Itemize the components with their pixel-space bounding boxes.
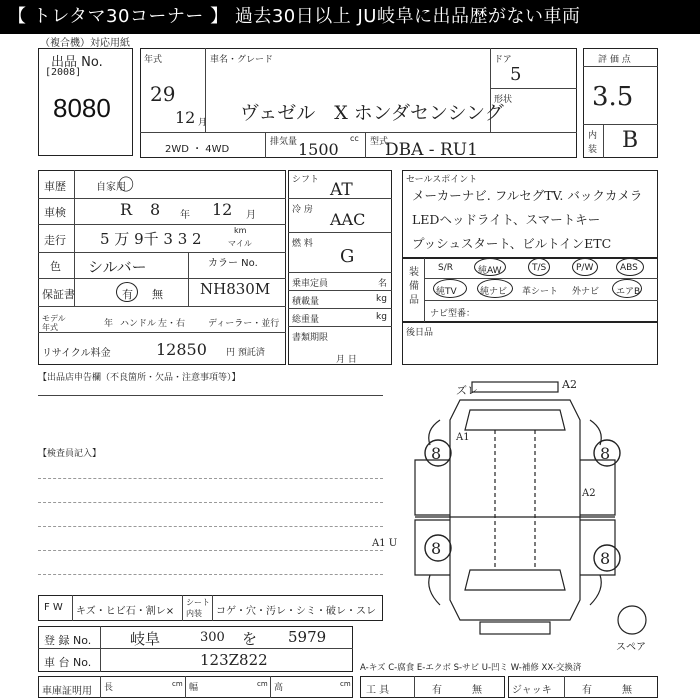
note-a2-side: A2 xyxy=(582,488,596,499)
equip-sr: S/R xyxy=(438,263,453,273)
month-value: 12 xyxy=(175,108,196,127)
sales-line2: LEDヘッドライト、スマートキー xyxy=(412,212,601,227)
lot-corner: [2008] xyxy=(45,67,82,78)
lot-label: 出品 No. xyxy=(51,55,103,70)
equip-ext-navi: 外ナビ xyxy=(572,287,600,297)
reg-num: 5979 xyxy=(288,628,327,646)
equip-tv-circle xyxy=(433,279,467,298)
year-value: 29 xyxy=(150,82,176,106)
fw-col2-b: 内装 xyxy=(186,609,202,618)
equip-pw-circle xyxy=(572,258,598,276)
doc-label: 書類期限 xyxy=(292,333,329,343)
capacity-unit: 名 xyxy=(378,279,388,289)
model-year-label: モデル 年式 xyxy=(42,314,66,332)
cc-value: 1500 xyxy=(298,140,339,159)
reg-kana: を xyxy=(242,630,258,648)
navi-model-label: ナビ型番： xyxy=(430,309,476,319)
note-a1: A1 xyxy=(456,432,470,443)
tire-fl: 8 xyxy=(431,444,442,463)
mileage-unit-mile: マイル xyxy=(228,239,252,248)
sheet-note: （複合機）対応用紙 xyxy=(40,38,130,49)
sales-label: セールスポイント xyxy=(406,175,478,185)
equip-abs-circle xyxy=(616,258,644,276)
model-year-unit: 年 xyxy=(104,319,114,329)
interior-value: B xyxy=(622,128,639,153)
jack-yes: 有 xyxy=(582,685,592,696)
name-label: 車名・グレード xyxy=(210,55,274,65)
tire-rr: 8 xyxy=(600,549,611,568)
fw-col3: コゲ・穴・汚レ・シミ・破レ・スレ xyxy=(216,606,376,617)
jack-no: 無 xyxy=(622,685,632,696)
interior-label-2: 装 xyxy=(588,145,598,155)
chassis-value: 123Z822 xyxy=(200,651,268,669)
legend: A-キズ C-腐食 E-エクボ S-サビ U-凹ミ W-補修 XX-交換済 xyxy=(360,663,582,673)
equip-leather: 革シート xyxy=(522,287,559,297)
lot-number: 8080 xyxy=(53,93,111,123)
warranty-yes-circle xyxy=(116,282,138,302)
shape-label: 形状 xyxy=(494,95,513,105)
cert-hgt-unit: cm xyxy=(340,680,351,688)
recycle-value: 12850 xyxy=(156,340,207,359)
cert-len: 長 xyxy=(104,683,114,693)
equip-ts-circle xyxy=(528,258,550,276)
sales-line1: メーカーナビ. フルセグTV. バックカメラ xyxy=(412,188,643,203)
history-value: 〇 xyxy=(118,175,135,194)
cert-hgt: 高 xyxy=(274,683,284,693)
load-unit: kg xyxy=(376,294,387,304)
fw-col1: キズ・ヒビ石・割レ× xyxy=(76,606,175,617)
dealer-label: ディーラー・並行 xyxy=(208,319,280,329)
fuel-value: G xyxy=(340,246,355,267)
load-label: 積載量 xyxy=(292,297,320,307)
cert-wid: 幅 xyxy=(189,683,199,693)
reg-label: 登 録 No. xyxy=(44,634,92,647)
tire-rl: 8 xyxy=(431,539,442,558)
color-no-value: NH830M xyxy=(200,280,271,298)
model-value: DBA - RU1 xyxy=(385,140,478,160)
month-unit: 月 xyxy=(198,118,208,128)
handle-label: ハンドル xyxy=(120,319,157,329)
mileage-unit-km: km xyxy=(234,226,247,235)
after-note-block xyxy=(402,322,658,365)
tools-yes: 有 xyxy=(432,685,442,696)
chassis-label: 車 台 No. xyxy=(44,656,92,669)
handle-options: 左・右 xyxy=(158,319,186,329)
color-label: 色 xyxy=(50,260,61,273)
doors-label: ドア xyxy=(494,55,512,65)
equip-pw: P/W xyxy=(576,263,594,273)
reg-area: 岐阜 xyxy=(130,630,161,648)
doors-value: 5 xyxy=(510,64,522,85)
tools-label: 工 具 xyxy=(366,685,390,696)
inspection-label: 車検 xyxy=(44,206,66,219)
equip-tv: 純TV xyxy=(436,287,457,297)
note-side: A1 U xyxy=(372,538,398,549)
banner xyxy=(0,0,700,34)
fw-col2-a: シート xyxy=(186,598,210,607)
inspection-year-unit: 年 xyxy=(180,210,190,221)
inspection-month: 12 xyxy=(212,200,233,219)
inspection-era: R xyxy=(120,200,133,219)
capacity-label: 乗車定員 xyxy=(292,279,329,289)
equip-aw-circle xyxy=(474,258,506,276)
banner-text: 【 トレタマ30コーナー 】 過去30日以上 JU岐阜に出品歴がない車両 xyxy=(8,6,581,27)
model-label: 型式 xyxy=(370,137,389,147)
year-label: 年式 xyxy=(144,55,163,65)
lot-box xyxy=(38,48,133,156)
jack-label: ジャッキ xyxy=(512,685,552,696)
gross-unit: kg xyxy=(376,312,387,322)
warranty-label: 保証書 xyxy=(42,288,75,301)
grade-value: 3.5 xyxy=(592,82,634,112)
fw-label: F W xyxy=(44,602,63,613)
tools-no: 無 xyxy=(472,685,482,696)
warranty-yes: 有 xyxy=(122,288,133,301)
equip-navi-circle xyxy=(477,279,513,298)
reg-class: 300 xyxy=(200,630,225,645)
history-label: 車歴 xyxy=(44,180,66,193)
ac-label: 冷 房 xyxy=(292,205,313,215)
grade-label: 評 価 点 xyxy=(598,55,631,65)
recycle-unit: 円 預託済 xyxy=(226,348,265,358)
car-diagram xyxy=(400,370,660,650)
equip-abs: ABS xyxy=(620,263,638,273)
history-options: 自家用 xyxy=(96,182,126,193)
tire-fr: 8 xyxy=(600,444,611,463)
note-top-left: ズレ xyxy=(456,384,478,397)
equip-aw: 純AW xyxy=(478,266,502,276)
cert-wid-unit: cm xyxy=(257,680,268,688)
mileage-value: 5 万 9千 3 3 2 xyxy=(100,230,202,248)
cert-len-unit: cm xyxy=(172,680,183,688)
warranty-no: 無 xyxy=(152,288,163,301)
shift-label: シフト xyxy=(292,175,320,185)
name-value: ヴェゼル X ホンダセンシング xyxy=(240,102,504,124)
recycle-label: リサイクル料金 xyxy=(42,348,111,359)
color-no-label: カラー No. xyxy=(208,258,258,269)
cert-label: 車庫証明用 xyxy=(42,686,92,697)
defect-label: 【出品店申告欄（不良箇所・欠品・注意事項等）】 xyxy=(38,373,241,383)
spare-label: スペア xyxy=(616,642,646,653)
drive-label: 2WD ・ 4WD xyxy=(165,144,230,155)
equip-airbag-circle xyxy=(612,279,642,298)
inspection-year: 8 xyxy=(150,200,161,219)
fuel-label: 燃 料 xyxy=(292,239,313,249)
cc-unit: cc xyxy=(350,134,359,143)
note-top-right: A2 xyxy=(562,378,577,391)
cc-label: 排気量 xyxy=(270,137,298,147)
equip-navi: 純ナビ xyxy=(480,287,508,297)
interior-label-1: 内 xyxy=(588,131,598,141)
mileage-label: 走行 xyxy=(44,234,66,247)
equip-airbag: エアB xyxy=(616,287,641,297)
shift-value: AT xyxy=(330,180,353,200)
equip-label: 装 備 品 xyxy=(409,267,419,306)
doc-unit: 月 日 xyxy=(336,355,357,365)
gross-label: 総重量 xyxy=(292,315,320,325)
equip-ts: T/S xyxy=(532,263,547,273)
inspection-month-unit: 月 xyxy=(246,210,256,221)
inspector-label: 【検査員記入】 xyxy=(38,449,102,459)
ac-value: AAC xyxy=(330,210,366,229)
sales-line3: プッシュスタート、ビルトインETC xyxy=(412,236,612,251)
color-value: シルバー xyxy=(88,258,147,276)
after-note-label: 後日品 xyxy=(406,328,434,338)
